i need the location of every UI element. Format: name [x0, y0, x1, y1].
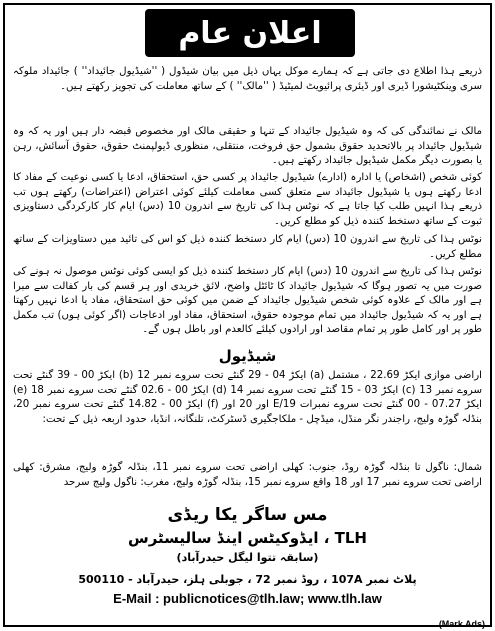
firm-address: پلاٹ نمبر 107A ، روڈ نمبر 72 ، جوبلی ہلز، حیدرآباد - 500110: [78, 573, 417, 586]
paragraph-intro: ذریعے ہذا اطلاع دی جاتی ہے کہ ہمارے موکل یہاں ذیل میں بیان شیڈول ( ''شیڈیول جائیداد'' ) جائیداد ملوکہ سری وینکٹیشورا ڈیری اور ڈیئری پرائیویٹ لمیٹیڈ ( ''مالک'' ) کے ساتھ معاملت کی تجویز رکھتے ہیں۔: [13, 66, 482, 92]
firm-name: مس ساگر یکا ریڈی: [167, 505, 328, 525]
notice-frame: [3, 3, 492, 627]
paragraph-consequence: نوٹس ہذا کی تاریخ سے اندرون 10 (دس) ایام کار دستخط کنندہ ذیل کو ایسی کوئی نوٹس موصول نہ ہونے کی صورت میں یہ تصور ہوگا کہ شیڈیول جائیداد کا ٹائٹل واضح، لائق خریدی اور ہر قسم کی بار کفالت سے مبرا ہے اور مالک کے علاوہ کوئی شخص شیڈیول جائیداد کے ضمن میں کوئی حق استحقاق، مفاد یا ادعا نہیں رکھتا ہے اور یہ کہ شیڈیول جائیداد میں تمام موجودہ حقوق، استحقاق، مفاد اور ادعاجات (اگر کوئی ہوں) تب مکمل طور پر اور کامل طور پر تمام مقاصد اور ارادوں کیلئے کالعدم اور باطل ہوں گے۔: [13, 266, 482, 336]
paragraph-claims: کوئی شخص (اشخاص) یا ادارہ (ادارے) شیڈیول جائیداد پر کسی حق، استحقاق، ادعا یا کسی نوعیت کے مفاد کا ادعا رکھتے ہوں یا شیڈیول جائیداد سے متعلق کسی معاملت کیلئے کوئی اعتراض (اعتراضات) رکھتے ہوں تب ذریعے ہذا انہیں طلب کیا جاتا ہے کہ نوٹس ہذا کی تاریخ سے اندرون 10 (دس) ایام کار کارکردگی دستاویزی ثبوت کے ساتھ دستخط کنندہ ذیل کو مطلع کریں۔: [13, 172, 482, 227]
title-banner: [145, 9, 355, 57]
website-link[interactable]: www.tlh.law: [307, 591, 382, 606]
schedule-title: شیڈیول: [218, 347, 277, 365]
contact-line: [5, 591, 490, 606]
firm-title: TLH ، ایڈوکیٹس اینڈ سالیسٹرس: [128, 529, 367, 547]
paragraph-boundaries: شمال: ناگول تا بنڈلہ گوڑہ روڈ، جنوب: کھلی اراضی تحت سروے نمبر 11، بنڈلہ گوڑہ ولیج، مشرق: کھلی اراضی تحت سروے نمبر 17 اور 18 واقع سروے نمبر 15، بنڈلہ گوڑہ ولیج، مغرب: ناگول ولیج سرحد: [13, 462, 483, 488]
paragraph-owner: مالک نے نمائندگی کی کہ وہ شیڈیول جائیداد کے تنہا و حقیقی مالک اور مخصوص قبضہ دار ہیں اور یہ کہ وہ شیڈیول جائیداد پر بالاتحدید حقوق بشمول حق فروخت، منتقلی، منظوری ڈیولپمنٹ حقوق، حقوق آسائش، رہن یا بصورت دیگر مکمل شیڈیول جائیداد رکھتے ہیں۔: [13, 126, 482, 167]
notice-title: اعلان عام: [178, 15, 322, 51]
email-label: E-Mail :: [113, 591, 160, 606]
paragraph-deadline: نوٹس ہذا کی تاریخ سے اندرون 10 (دس) ایام کار دستخط کنندہ ذیل کو اس کی تائید میں دستاویزات کے ساتھ مطلع کریں۔: [13, 234, 482, 260]
paragraph-schedule: اراضی موازی ایکڑ 22.69 ، مشتمل (a) ایکڑ 04 - 29 گنٹے تحت سروے نمبر 12 (b) ایکڑ 00 - 39 گنٹے تحت سروے نمبر 13 (c) ایکڑ 03 - 15 گنٹے تحت سروے نمبر 14 (d) ایکڑ 00 - 02.6 گنٹے تحت سروے نمبر 18 (e) ایکڑ 07.27 - 00 گنٹے تحت سروے نمبرات 19/E اور 20 اور (f) ایکڑ 00 - 14.82 گنٹے تحت سروے نمبر 20، بنڈلہ گوڑہ ولیج، راجندر نگر منڈل، میڈچل - ملکاجگیری ڈسٹرکٹ، تلنگانہ، انڈیا، حدود اربعہ ذیل کے تحت:: [13, 370, 483, 425]
ads-label: (Mark Ads): [438, 619, 485, 629]
firm-former-name: (سابقہ تتوا لیگل حیدرآباد): [176, 551, 319, 564]
email-link[interactable]: publicnotices@tlh.law;: [163, 591, 305, 606]
